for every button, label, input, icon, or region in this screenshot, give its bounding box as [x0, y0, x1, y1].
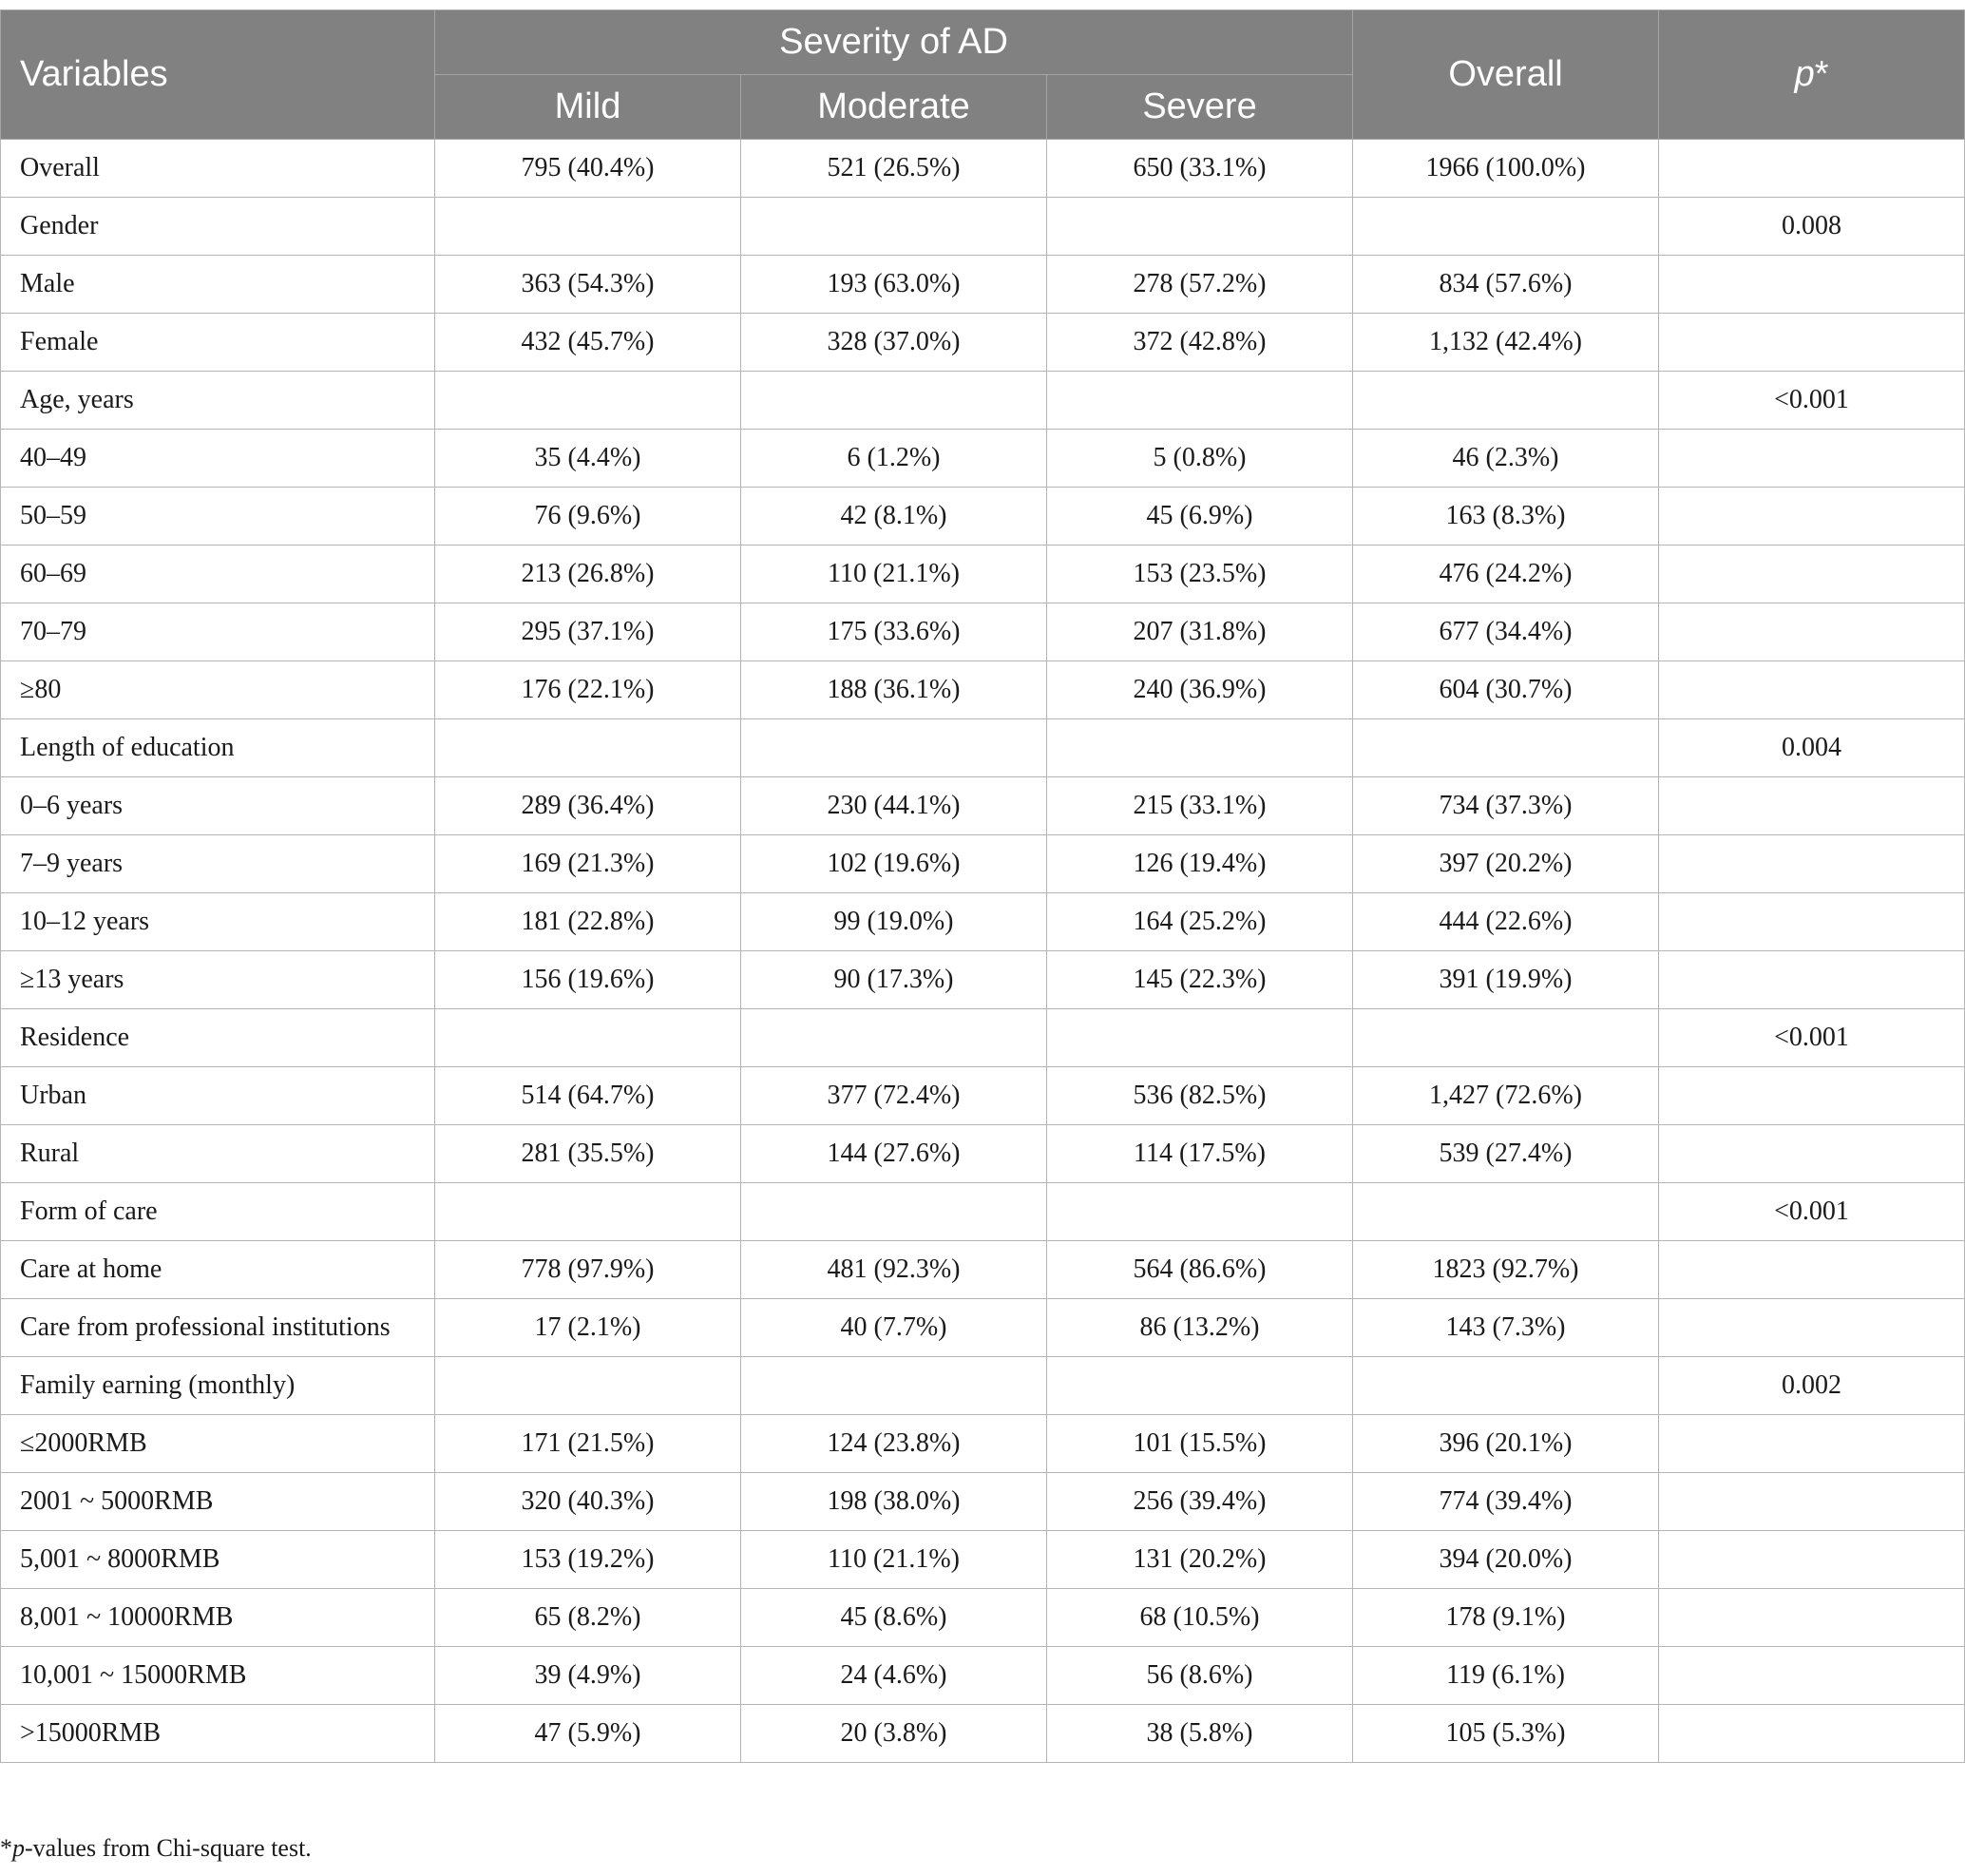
cell-p-value — [1659, 1241, 1965, 1299]
cell-p-value: <0.001 — [1659, 372, 1965, 430]
cell-overall: 394 (20.0%) — [1353, 1531, 1659, 1589]
header-p-letter: p — [1794, 54, 1815, 94]
table-row — [1, 1589, 1965, 1647]
footnote-star: * — [0, 1834, 12, 1862]
cell-mild: 363 (54.3%) — [435, 256, 741, 314]
table-row — [1, 1705, 1965, 1763]
cell-mild: 295 (37.1%) — [435, 603, 741, 661]
cell-p-value — [1659, 1125, 1965, 1183]
table-row — [1, 314, 1965, 372]
header-severe: Severe — [1047, 75, 1353, 140]
cell-severe: 564 (86.6%) — [1047, 1241, 1353, 1299]
cell-mild: 181 (22.8%) — [435, 893, 741, 951]
cell-overall: 476 (24.2%) — [1353, 546, 1659, 603]
cell-overall: 163 (8.3%) — [1353, 488, 1659, 546]
cell-severe: 56 (8.6%) — [1047, 1647, 1353, 1705]
cell-moderate: 40 (7.7%) — [741, 1299, 1047, 1357]
cell-variable: Overall — [1, 140, 435, 198]
header-mild: Mild — [435, 75, 741, 140]
cell-overall — [1353, 719, 1659, 777]
cell-mild: 778 (97.9%) — [435, 1241, 741, 1299]
cell-p-value — [1659, 1415, 1965, 1473]
table-header — [1, 10, 1965, 140]
cell-overall: 391 (19.9%) — [1353, 951, 1659, 1009]
cell-variable: 7–9 years — [1, 835, 435, 893]
cell-variable: ≥13 years — [1, 951, 435, 1009]
table-row — [1, 1357, 1965, 1415]
cell-moderate — [741, 372, 1047, 430]
header-p-value — [1659, 10, 1965, 140]
cell-p-value: 0.004 — [1659, 719, 1965, 777]
cell-p-value — [1659, 1531, 1965, 1589]
cell-p-value — [1659, 893, 1965, 951]
cell-variable: 2001 ~ 5000RMB — [1, 1473, 435, 1531]
cell-variable: 10,001 ~ 15000RMB — [1, 1647, 435, 1705]
cell-moderate — [741, 1183, 1047, 1241]
cell-mild — [435, 372, 741, 430]
cell-overall — [1353, 1009, 1659, 1067]
cell-p-value: 0.002 — [1659, 1357, 1965, 1415]
cell-overall: 677 (34.4%) — [1353, 603, 1659, 661]
table-row — [1, 661, 1965, 719]
cell-moderate: 124 (23.8%) — [741, 1415, 1047, 1473]
cell-overall: 143 (7.3%) — [1353, 1299, 1659, 1357]
cell-severe: 153 (23.5%) — [1047, 546, 1353, 603]
cell-overall: 1,132 (42.4%) — [1353, 314, 1659, 372]
cell-severe — [1047, 372, 1353, 430]
cell-mild: 176 (22.1%) — [435, 661, 741, 719]
cell-moderate: 24 (4.6%) — [741, 1647, 1047, 1705]
cell-overall: 119 (6.1%) — [1353, 1647, 1659, 1705]
cell-mild: 432 (45.7%) — [435, 314, 741, 372]
table-row — [1, 488, 1965, 546]
cell-severe: 278 (57.2%) — [1047, 256, 1353, 314]
cell-moderate: 188 (36.1%) — [741, 661, 1047, 719]
cell-overall: 105 (5.3%) — [1353, 1705, 1659, 1763]
cell-variable: 8,001 ~ 10000RMB — [1, 1589, 435, 1647]
cell-mild — [435, 719, 741, 777]
cell-severe: 126 (19.4%) — [1047, 835, 1353, 893]
cell-p-value — [1659, 1589, 1965, 1647]
cell-moderate: 230 (44.1%) — [741, 777, 1047, 835]
cell-p-value — [1659, 835, 1965, 893]
table-row — [1, 777, 1965, 835]
cell-p-value — [1659, 1705, 1965, 1763]
footnote-text: -values from Chi-square test. — [25, 1834, 312, 1862]
cell-moderate: 90 (17.3%) — [741, 951, 1047, 1009]
cell-mild — [435, 198, 741, 256]
cell-mild: 795 (40.4%) — [435, 140, 741, 198]
cell-p-value — [1659, 140, 1965, 198]
cell-mild: 47 (5.9%) — [435, 1705, 741, 1763]
cell-overall — [1353, 372, 1659, 430]
demographics-table-container — [0, 10, 1964, 1763]
table-row — [1, 1183, 1965, 1241]
cell-severe: 207 (31.8%) — [1047, 603, 1353, 661]
header-overall: Overall — [1353, 10, 1659, 140]
cell-severe — [1047, 198, 1353, 256]
header-severity-group: Severity of AD — [435, 10, 1353, 75]
cell-variable: Age, years — [1, 372, 435, 430]
cell-severe — [1047, 1183, 1353, 1241]
cell-variable: Length of education — [1, 719, 435, 777]
cell-moderate: 481 (92.3%) — [741, 1241, 1047, 1299]
cell-p-value — [1659, 546, 1965, 603]
cell-severe: 68 (10.5%) — [1047, 1589, 1353, 1647]
cell-severe: 114 (17.5%) — [1047, 1125, 1353, 1183]
cell-severe: 164 (25.2%) — [1047, 893, 1353, 951]
cell-mild: 39 (4.9%) — [435, 1647, 741, 1705]
cell-overall — [1353, 1183, 1659, 1241]
cell-p-value: <0.001 — [1659, 1183, 1965, 1241]
table-row — [1, 546, 1965, 603]
table-row — [1, 256, 1965, 314]
cell-overall — [1353, 198, 1659, 256]
cell-mild: 213 (26.8%) — [435, 546, 741, 603]
cell-variable: Form of care — [1, 1183, 435, 1241]
table-row — [1, 1125, 1965, 1183]
cell-moderate: 377 (72.4%) — [741, 1067, 1047, 1125]
table-body — [1, 140, 1965, 1763]
cell-overall: 734 (37.3%) — [1353, 777, 1659, 835]
cell-mild: 35 (4.4%) — [435, 430, 741, 488]
cell-variable: ≤2000RMB — [1, 1415, 435, 1473]
cell-moderate: 6 (1.2%) — [741, 430, 1047, 488]
cell-mild: 65 (8.2%) — [435, 1589, 741, 1647]
cell-variable: Family earning (monthly) — [1, 1357, 435, 1415]
table-row — [1, 372, 1965, 430]
cell-p-value — [1659, 1067, 1965, 1125]
table-row — [1, 835, 1965, 893]
cell-variable: 60–69 — [1, 546, 435, 603]
cell-overall: 774 (39.4%) — [1353, 1473, 1659, 1531]
cell-severe: 86 (13.2%) — [1047, 1299, 1353, 1357]
demographics-table — [0, 10, 1965, 1763]
cell-p-value: 0.008 — [1659, 198, 1965, 256]
cell-p-value — [1659, 777, 1965, 835]
cell-overall: 396 (20.1%) — [1353, 1415, 1659, 1473]
table-row — [1, 719, 1965, 777]
table-row — [1, 430, 1965, 488]
cell-mild: 17 (2.1%) — [435, 1299, 741, 1357]
cell-variable: Care from professional institutions — [1, 1299, 435, 1357]
cell-overall: 539 (27.4%) — [1353, 1125, 1659, 1183]
cell-variable: Residence — [1, 1009, 435, 1067]
table-row — [1, 951, 1965, 1009]
cell-p-value: <0.001 — [1659, 1009, 1965, 1067]
cell-moderate: 99 (19.0%) — [741, 893, 1047, 951]
cell-moderate: 198 (38.0%) — [741, 1473, 1047, 1531]
cell-variable: 0–6 years — [1, 777, 435, 835]
cell-moderate: 102 (19.6%) — [741, 835, 1047, 893]
cell-severe: 45 (6.9%) — [1047, 488, 1353, 546]
cell-variable: Urban — [1, 1067, 435, 1125]
cell-mild: 76 (9.6%) — [435, 488, 741, 546]
cell-overall: 1966 (100.0%) — [1353, 140, 1659, 198]
cell-severe: 5 (0.8%) — [1047, 430, 1353, 488]
cell-moderate: 42 (8.1%) — [741, 488, 1047, 546]
cell-moderate: 193 (63.0%) — [741, 256, 1047, 314]
cell-moderate — [741, 1009, 1047, 1067]
cell-variable: 70–79 — [1, 603, 435, 661]
table-row — [1, 893, 1965, 951]
table-row — [1, 603, 1965, 661]
cell-variable: 40–49 — [1, 430, 435, 488]
cell-mild — [435, 1357, 741, 1415]
cell-overall: 444 (22.6%) — [1353, 893, 1659, 951]
table-row — [1, 1415, 1965, 1473]
cell-variable: Care at home — [1, 1241, 435, 1299]
cell-overall: 1,427 (72.6%) — [1353, 1067, 1659, 1125]
cell-p-value — [1659, 256, 1965, 314]
cell-variable: 10–12 years — [1, 893, 435, 951]
cell-p-value — [1659, 430, 1965, 488]
table-row — [1, 198, 1965, 256]
cell-overall: 46 (2.3%) — [1353, 430, 1659, 488]
footnote-p-letter: p — [12, 1834, 25, 1862]
table-row — [1, 1531, 1965, 1589]
cell-p-value — [1659, 1647, 1965, 1705]
cell-mild: 320 (40.3%) — [435, 1473, 741, 1531]
cell-severe: 372 (42.8%) — [1047, 314, 1353, 372]
cell-moderate: 521 (26.5%) — [741, 140, 1047, 198]
cell-mild — [435, 1009, 741, 1067]
table-row — [1, 1241, 1965, 1299]
cell-severe — [1047, 1357, 1353, 1415]
cell-p-value — [1659, 1299, 1965, 1357]
cell-overall: 604 (30.7%) — [1353, 661, 1659, 719]
cell-variable: 50–59 — [1, 488, 435, 546]
cell-moderate — [741, 198, 1047, 256]
cell-severe: 650 (33.1%) — [1047, 140, 1353, 198]
cell-overall — [1353, 1357, 1659, 1415]
cell-p-value — [1659, 1473, 1965, 1531]
cell-severe: 215 (33.1%) — [1047, 777, 1353, 835]
table-row — [1, 1067, 1965, 1125]
cell-mild: 514 (64.7%) — [435, 1067, 741, 1125]
cell-mild: 289 (36.4%) — [435, 777, 741, 835]
cell-mild: 169 (21.3%) — [435, 835, 741, 893]
table-row — [1, 1473, 1965, 1531]
cell-moderate: 20 (3.8%) — [741, 1705, 1047, 1763]
cell-moderate: 110 (21.1%) — [741, 1531, 1047, 1589]
cell-mild — [435, 1183, 741, 1241]
cell-p-value — [1659, 314, 1965, 372]
cell-severe: 256 (39.4%) — [1047, 1473, 1353, 1531]
cell-severe — [1047, 1009, 1353, 1067]
table-footnote — [0, 1834, 312, 1863]
cell-variable: Gender — [1, 198, 435, 256]
cell-severe: 101 (15.5%) — [1047, 1415, 1353, 1473]
cell-variable: Male — [1, 256, 435, 314]
cell-mild: 281 (35.5%) — [435, 1125, 741, 1183]
cell-moderate: 175 (33.6%) — [741, 603, 1047, 661]
header-moderate: Moderate — [741, 75, 1047, 140]
cell-moderate — [741, 719, 1047, 777]
cell-mild: 171 (21.5%) — [435, 1415, 741, 1473]
cell-variable: Female — [1, 314, 435, 372]
cell-overall: 834 (57.6%) — [1353, 256, 1659, 314]
table-row — [1, 1647, 1965, 1705]
cell-severe: 131 (20.2%) — [1047, 1531, 1353, 1589]
cell-severe: 38 (5.8%) — [1047, 1705, 1353, 1763]
cell-moderate: 144 (27.6%) — [741, 1125, 1047, 1183]
cell-p-value — [1659, 603, 1965, 661]
table-row — [1, 140, 1965, 198]
table-row — [1, 1009, 1965, 1067]
cell-p-value — [1659, 661, 1965, 719]
cell-variable: Rural — [1, 1125, 435, 1183]
cell-overall: 178 (9.1%) — [1353, 1589, 1659, 1647]
cell-overall: 397 (20.2%) — [1353, 835, 1659, 893]
cell-severe: 536 (82.5%) — [1047, 1067, 1353, 1125]
cell-severe: 240 (36.9%) — [1047, 661, 1353, 719]
header-p-suffix: * — [1814, 54, 1829, 94]
cell-p-value — [1659, 488, 1965, 546]
cell-moderate — [741, 1357, 1047, 1415]
cell-moderate: 45 (8.6%) — [741, 1589, 1047, 1647]
header-variables: Variables — [1, 10, 435, 140]
cell-severe: 145 (22.3%) — [1047, 951, 1353, 1009]
cell-mild: 156 (19.6%) — [435, 951, 741, 1009]
cell-moderate: 110 (21.1%) — [741, 546, 1047, 603]
cell-variable: >15000RMB — [1, 1705, 435, 1763]
cell-p-value — [1659, 951, 1965, 1009]
table-row — [1, 1299, 1965, 1357]
cell-overall: 1823 (92.7%) — [1353, 1241, 1659, 1299]
cell-variable: ≥80 — [1, 661, 435, 719]
cell-variable: 5,001 ~ 8000RMB — [1, 1531, 435, 1589]
cell-moderate: 328 (37.0%) — [741, 314, 1047, 372]
cell-mild: 153 (19.2%) — [435, 1531, 741, 1589]
cell-severe — [1047, 719, 1353, 777]
